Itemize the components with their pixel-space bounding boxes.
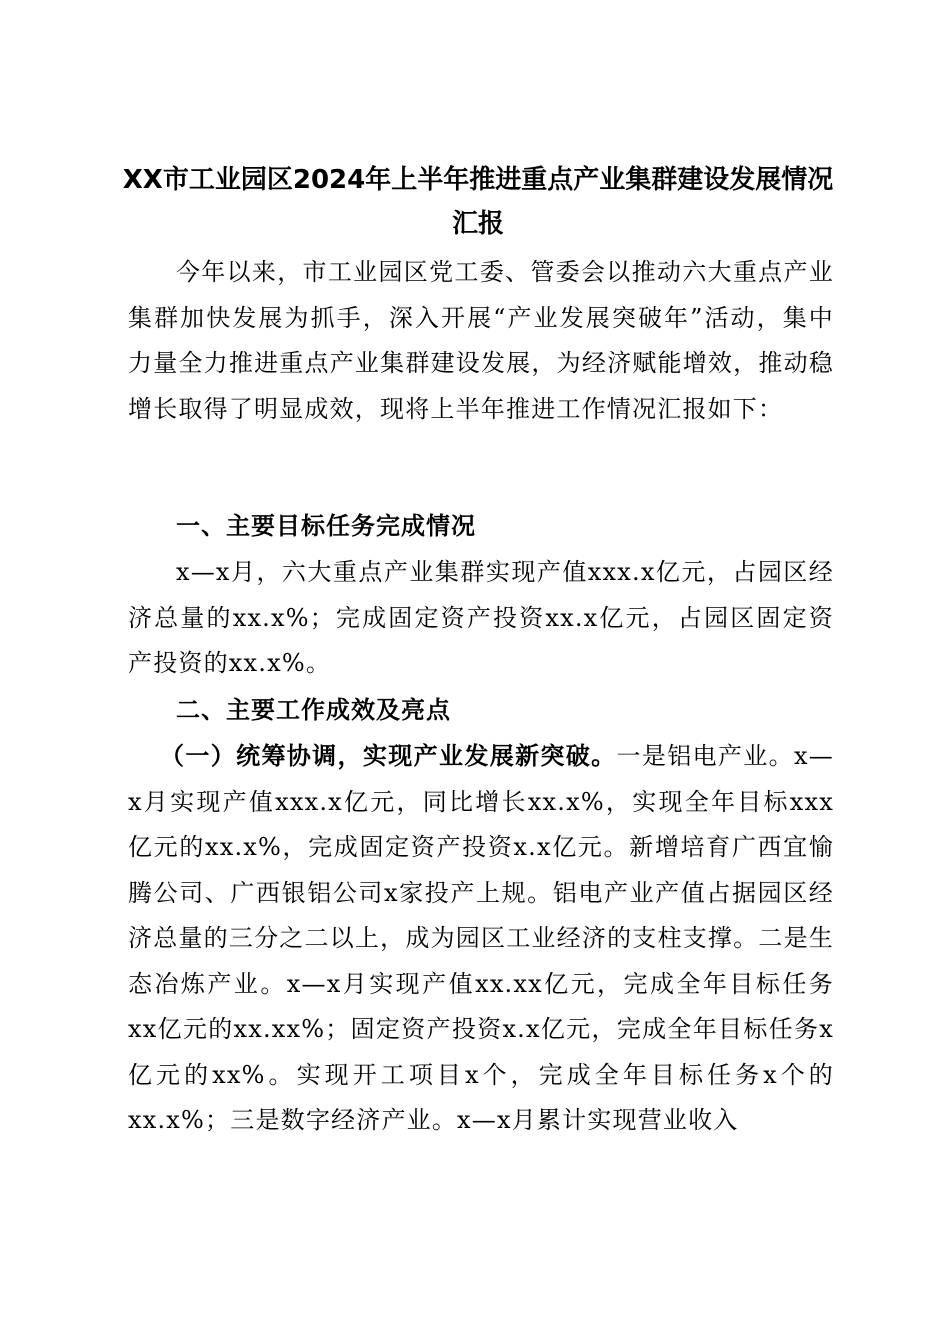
subsection-1-lead: （一）统筹协调，实现产业发展新突破。 — [160, 741, 617, 770]
document-title: XX市工业园区2024年上半年推进重点产业集群建设发展情况汇报 — [122, 165, 834, 239]
section-2-paragraph — [128, 733, 834, 1144]
section-1-heading: 一、主要目标任务完成情况 — [176, 512, 476, 540]
section-2-heading: 二、主要工作成效及亮点 — [176, 696, 451, 724]
intro-paragraph: 今年以来，市工业园区党工委、管委会以推动六大重点产业集群加快发展为抓手，深入开展“产业发展突破年”活动，集中力量全力推进重点产业集群建设发展，为经济赋能增效，推动稳增长取得了明显成效，现将上半年推进工作情况汇报如下： — [128, 258, 834, 423]
section-1-paragraph: x—x月，六大重点产业集群实现产值xxx.x亿元，占园区经济总量的xx.x%；完成固定资产投资xx.x亿元，占园区固定资产投资的xx.x%。 — [128, 558, 834, 677]
subsection-1-text: 一是铝电产业。x—x月实现产值xxx.x亿元，同比增长xx.x%，实现全年目标xxx亿元的xx.x%，完成固定资产投资x.x亿元。新增培育广西宜愉腾公司、广西银铝公司x家投产上规。铝电产业产值占据园区经济总量的三分之二以上，成为园区工业经济的支柱支撑。二是生态冶炼产业。x—x月实现产值xx.xx亿元，完成全年目标任务xx亿元的xx.xx%；固定资产投资x.x亿元，完成全年目标任务x亿元的xx%。实现开工项目x个，完成全年目标任务x个的xx.x%；三是数字经济产业。x—x月累计实现营业收入 — [128, 742, 834, 1134]
